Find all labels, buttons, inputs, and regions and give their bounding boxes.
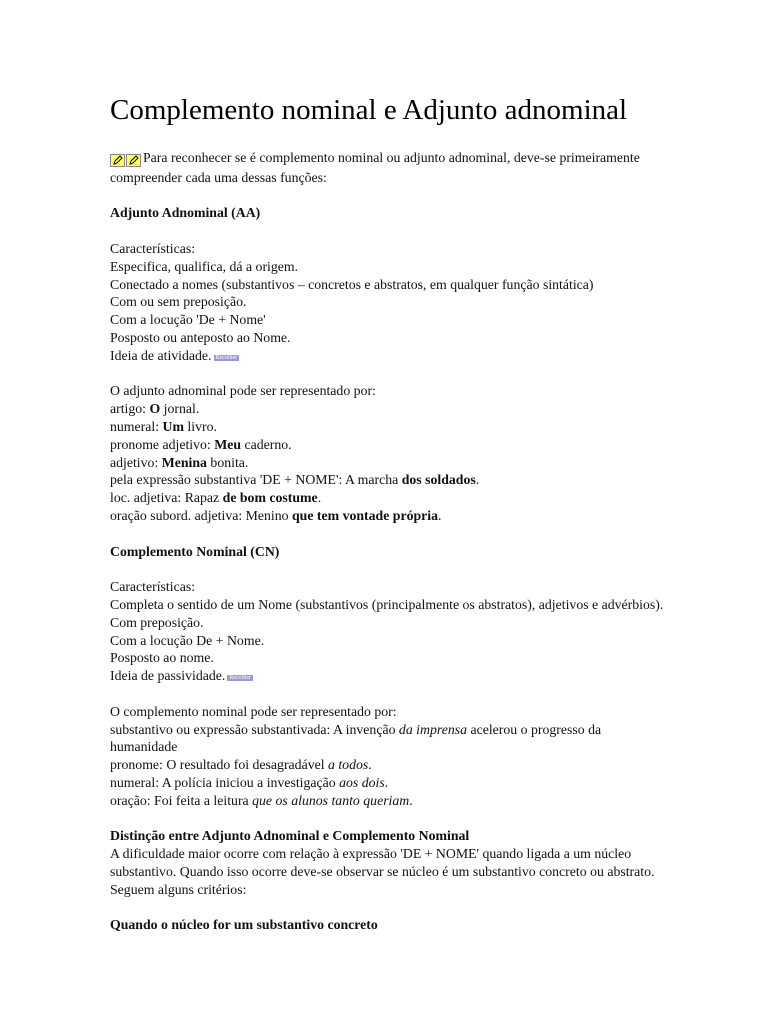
icon-group: [110, 151, 142, 169]
cn-char-item: Posposto ao nome.: [110, 650, 214, 666]
aa-rep-item: pela expressão substantiva 'DE + NOME': A marcha dos soldados.: [110, 472, 480, 488]
cn-heading: Complemento Nominal (CN): [110, 543, 280, 559]
aa-representations: [110, 382, 670, 524]
aa-char-item: Posposto ou anteposto ao Nome.: [110, 329, 291, 345]
concrete-heading: Quando o núcleo for um substantivo concreto: [110, 917, 378, 933]
collapse-link[interactable]: Recolher: [215, 354, 238, 361]
cn-char-item: [110, 667, 670, 685]
cn-char-item: Com a locução De + Nome.: [110, 632, 265, 648]
aa-char-label: Características:: [110, 240, 196, 256]
aa-char-item: Com a locução 'De + Nome': [110, 312, 266, 328]
cn-rep-item: substantivo ou expressão substantivada: A invenção da imprensa acelerou o progresso da humanidade: [110, 721, 602, 755]
aa-char-item: Conectado a nomes (substantivos – concretos e abstratos, em qualquer função sintática): [110, 276, 594, 292]
pencil-icon[interactable]: [110, 154, 125, 167]
cn-char-label: Características:: [110, 579, 196, 595]
page-title: Complemento nominal e Adjunto adnominal: [110, 94, 628, 126]
aa-rep-item: oração subord. adjetiva: Menino que tem vontade própria.: [110, 507, 442, 523]
cn-characteristics: [110, 578, 670, 685]
distinction-heading: Distinção entre Adjunto Adnominal e Complemento Nominal: [110, 828, 470, 844]
cn-char-item: Com preposição.: [110, 614, 204, 630]
aa-rep-item: artigo: O jornal.: [110, 401, 200, 417]
aa-rep-item: loc. adjetiva: Rapaz de bom costume.: [110, 490, 322, 506]
aa-rep-item: numeral: Um livro.: [110, 418, 217, 434]
collapse-link[interactable]: Recolher: [229, 675, 251, 682]
cn-rep-label: O complemento nominal pode ser representado por:: [110, 703, 397, 719]
aa-heading: Adjunto Adnominal (AA): [110, 205, 261, 221]
aa-rep-item: pronome adjetivo: Meu caderno.: [110, 436, 292, 452]
aa-characteristics: [110, 240, 670, 365]
cn-char-item: Completa o sentido de um Nome (substantivos (principalmente os abstratos), adjetivos e advérbios).: [110, 596, 664, 612]
aa-rep-label: O adjunto adnominal pode ser representado por:: [110, 383, 376, 399]
document-body: [110, 94, 670, 952]
intro-text: Para reconhecer se é complemento nominal ou adjunto adnominal, deve-se primeiramente compreender cada uma dessas funções:: [110, 150, 640, 185]
cn-rep-item: numeral: A polícia iniciou a investigação aos dois.: [110, 774, 389, 790]
aa-char-text: Ideia de atividade.: [110, 347, 212, 363]
aa-char-item: [110, 347, 670, 365]
aa-char-item: Com ou sem preposição.: [110, 294, 247, 310]
cn-rep-item: oração: Foi feita a leitura que os alunos tanto queriam.: [110, 792, 413, 808]
aa-rep-item: adjetivo: Menina bonita.: [110, 454, 249, 470]
cn-rep-item: pronome: O resultado foi desagradável a todos.: [110, 757, 372, 773]
intro-paragraph: [110, 149, 670, 187]
cn-representations: [110, 703, 670, 810]
distinction-text: A dificuldade maior ocorre com relação à expressão 'DE + NOME' quando ligada a um núcleo substantivo. Quando isso ocorre deve-se observar se núcleo é um substantivo concreto ou abstrato. Seguem alguns critérios:: [110, 846, 655, 897]
aa-char-item: Especifica, qualifica, dá a origem.: [110, 258, 299, 274]
cn-char-text: Ideia de passividade.: [110, 668, 226, 684]
pencil-icon[interactable]: [126, 154, 141, 167]
